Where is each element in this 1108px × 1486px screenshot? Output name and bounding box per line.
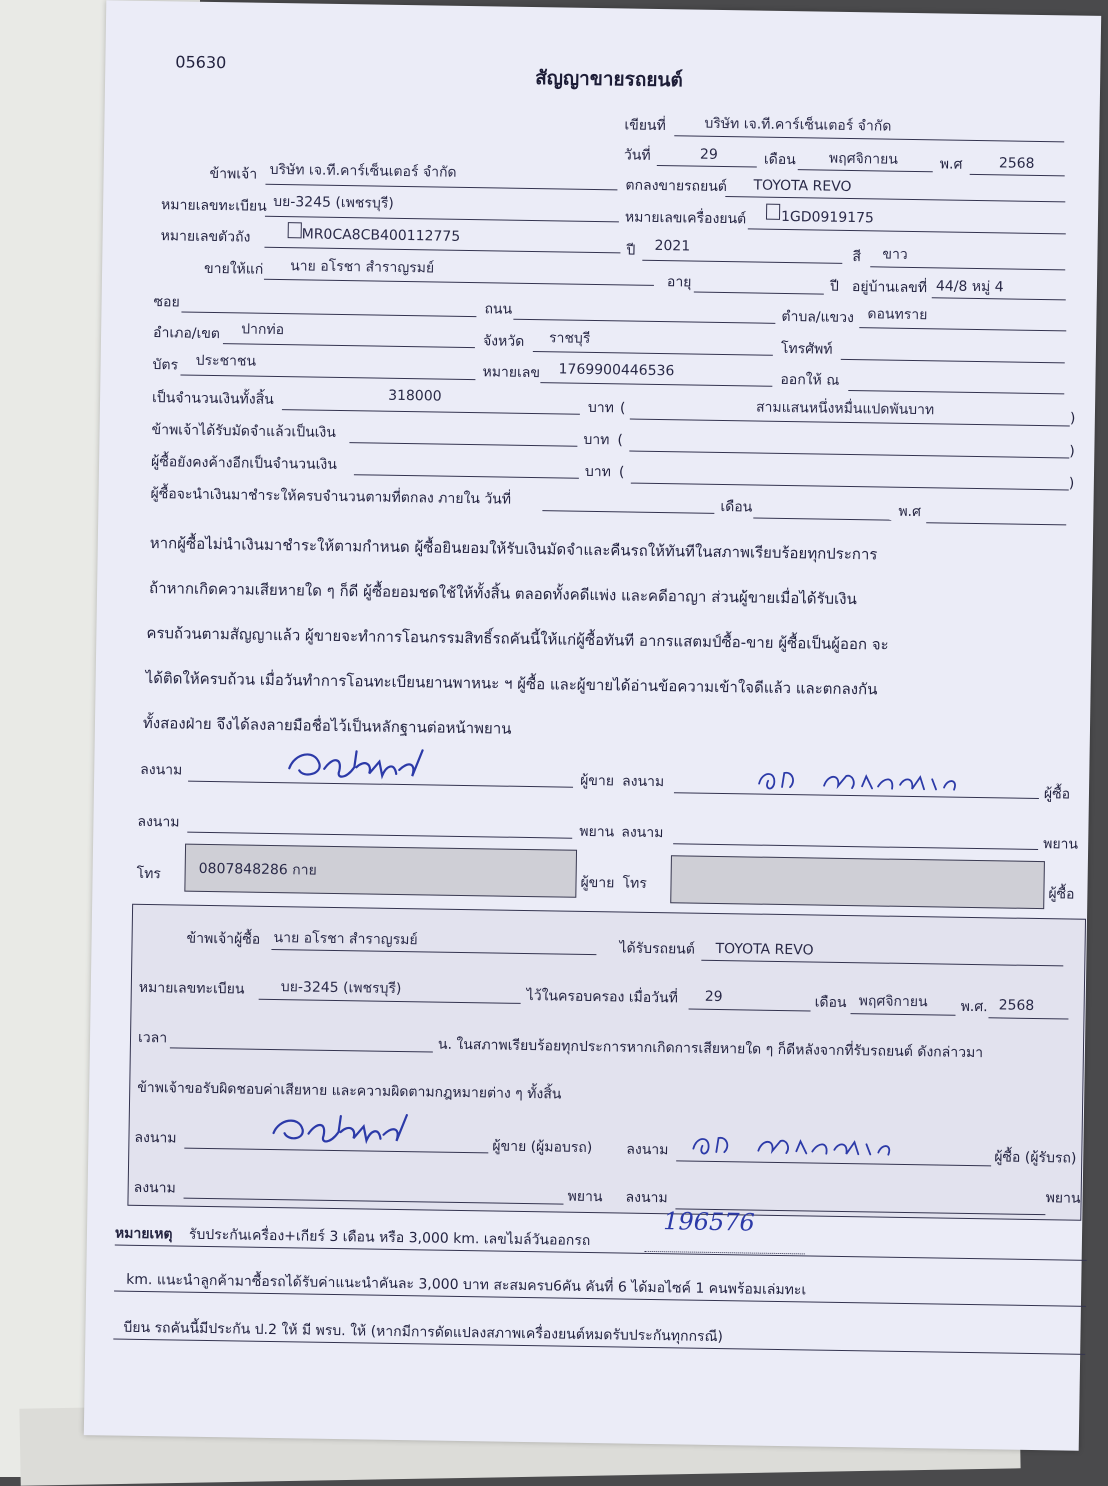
terms-line-2: ถ้าหากเกิดความเสียหายใด ๆ ก็ดี ผู้ซื้อยอมชดใช้ให้ทั้งสิ้น ตลอดทั้งคดีแพ่ง และคดีอาญา ส่วนผู้ขายเมื่อได้รับเงิน — [148, 579, 857, 609]
received-car-value: TOYOTA REVO — [715, 940, 814, 959]
province-line — [533, 351, 773, 356]
car-model-line — [725, 196, 1065, 202]
soi-label: ซอย — [153, 294, 180, 311]
total-line — [282, 409, 580, 415]
receipt-seller-role: ผู้ขาย (ผู้มอบรถ) — [492, 1138, 593, 1157]
buyer-signature — [754, 759, 975, 802]
vehicle-year-label: ปี — [626, 242, 636, 259]
month-value: พฤศจิกายน — [828, 150, 898, 168]
plate-line — [265, 216, 619, 223]
district-line — [223, 343, 475, 348]
remarks-underline-1 — [115, 1245, 1087, 1261]
condition-text: น. ในสภาพเรียบร้อยทุกประการหากเกิดการเสียหายใด ๆ ก็ดีหลังจากที่รับรถยนต์ ดังกล่าวมา — [437, 1036, 984, 1062]
age-label: อายุ — [666, 274, 692, 291]
deposit-line — [349, 442, 577, 447]
buyer-name: นาย อโรชา สำราญรมย์ — [290, 258, 435, 277]
remarks-label: หมายเหตุ — [114, 1225, 173, 1243]
receipt-plate-value: บย-3245 (เพชรบุรี) — [280, 979, 402, 998]
year-line — [970, 174, 1065, 176]
engine-label: หมายเลขเครื่องยนต์ — [624, 209, 747, 228]
witness2-role: พยาน — [1043, 836, 1079, 853]
color-line — [870, 266, 1065, 270]
color-value: ขาว — [882, 246, 908, 263]
chassis-value: MR0CA8CB400112775 — [301, 226, 461, 245]
remaining-line — [354, 474, 579, 479]
road-label: ถนน — [484, 301, 513, 318]
contract-paper — [84, 0, 1101, 1450]
buyer-sign-role: ผู้ซื้อ — [1043, 786, 1071, 803]
document-number: 05630 — [175, 52, 227, 73]
receipt-buyer-name: นาย อโรชา สำราญรมย์ — [273, 930, 418, 949]
deposit-baht-label: บาท — [583, 431, 610, 449]
card-type-line — [180, 374, 475, 380]
year-value: 2568 — [998, 155, 1035, 172]
due-year-line — [926, 522, 1066, 525]
witness1-role: พยาน — [579, 823, 615, 841]
seller-signature — [284, 738, 435, 790]
card-type-value: ประชาชน — [195, 352, 257, 370]
remarks-line-2: km. แนะนำลูกค้ามาซื้อรถได้รับค่าแนะนำคันละ 3,000 บาท สะสมครบ6คัน คันที่ 6 ได้มอไซค์ 1 คนพร้อมเล่มทะเ — [126, 1271, 807, 1299]
buyer-sign-label: ลงนาม — [621, 773, 665, 791]
receipt-witness2-role: พยาน — [1045, 1190, 1081, 1207]
receipt-buyer-sign-label: ลงนาม — [626, 1141, 669, 1159]
due-day-line — [542, 510, 714, 514]
card-label: บัตร — [152, 357, 179, 374]
due-year-label: พ.ศ — [898, 503, 922, 521]
total-words-value: สามแสนหนึ่งหมื่นแปดพันบาท — [755, 399, 935, 419]
terms-line-4: ได้ติดให้ครบถ้วน เมื่อวันทำการโอนทะเบียนยานพาหนะ ฯ ผู้ซื้อ และผู้ขายได้อ่านข้อความเข้าใจดีแล้ว และตกลงกัน — [145, 668, 878, 699]
deposit-close-paren: ) — [1069, 443, 1075, 460]
terms-line-5: ทั้งสองฝ่าย จึงได้ลงลายมือชื่อไว้เป็นหลักฐานต่อหน้าพยาน — [142, 713, 512, 738]
house-no-label: อยู่บ้านเลขที่ — [851, 279, 928, 297]
plate-label: หมายเลขทะเบียน — [160, 197, 267, 215]
house-no-line — [932, 297, 1066, 300]
deposit-words-line — [629, 451, 1069, 459]
day-value: 29 — [699, 146, 718, 163]
received-label: ได้รับรถยนต์ — [619, 940, 696, 958]
agree-sell-label: ตกลงขายรถยนต์ — [625, 177, 728, 196]
district-label: อำเภอ/เขต — [152, 325, 221, 343]
receipt-witness2-label: ลงนาม — [625, 1189, 668, 1207]
terms-line-1: หากผู้ซื้อไม่นำเงินมาชำระให้ตามกำหนด ผู้ซื้อยินยอมให้รับเงินมัดจำและคืนรถให้ทันทีในสภาพเรียบร้อยทุกประการ — [149, 534, 878, 564]
vehicle-year-value: 2021 — [654, 237, 691, 255]
time-label: เวลา — [137, 1029, 168, 1047]
province-label: จังหวัด — [482, 333, 525, 350]
chassis-checkbox[interactable] — [288, 222, 302, 238]
possession-day-value: 29 — [704, 988, 723, 1006]
receipt-seller-sign-label: ลงนาม — [134, 1129, 177, 1147]
terms-line-3: ครบถ้วนตามสัญญาแล้ว ผู้ขายจะทำการโอนกรรมสิทธิ์รถคันนี้ให้แก่ผู้ซื้อทันที อากรแสตมป์ซื้อ-ขาย ผู้ซื้อเป็นผู้ออก จะ — [146, 623, 889, 654]
seller-name: บริษัท เจ.ที.คาร์เซ็นเตอร์ จำกัด — [269, 161, 457, 181]
receipt-buyer-signature — [688, 1124, 909, 1167]
month-label: เดือน — [763, 151, 796, 169]
buyer-phone-box — [670, 855, 1045, 909]
total-value: 318000 — [388, 387, 442, 405]
witness1-sign-label: ลงนาม — [137, 813, 180, 831]
possession-year-label: พ.ศ. — [960, 998, 988, 1016]
seller-label: ข้าพเจ้า — [209, 165, 258, 183]
road-line — [513, 319, 775, 324]
seller-line — [265, 184, 617, 191]
witness2-sign-line — [673, 843, 1038, 850]
plate-value: บย-3245 (เพชรบุรี) — [273, 193, 394, 212]
possession-month-value: พฤศจิกายน — [858, 993, 928, 1011]
buyer-phone-role: ผู้ซื้อ — [1048, 886, 1075, 903]
issued-line — [848, 390, 1064, 394]
subdistrict-label: ตำบล/แขวง — [781, 308, 854, 327]
seller-phone-value: 0807848286 กาย — [198, 860, 317, 879]
seller-phone-role: ผู้ขาย — [580, 874, 615, 892]
buyer-name-line — [264, 279, 654, 286]
age-line — [694, 292, 824, 295]
total-label: เป็นจำนวนเงินทั้งสิ้น — [151, 390, 274, 408]
seller-sign-role: ผู้ขาย — [580, 772, 615, 790]
receipt-seller-signature — [268, 1103, 419, 1153]
mileage-handwritten: 196576 — [663, 1207, 756, 1237]
car-model-value: TOYOTA REVO — [753, 177, 852, 196]
engine-line — [748, 228, 1066, 234]
phone-label: โทรศัพท์ — [780, 340, 833, 358]
due-month-label: เดือน — [720, 498, 753, 516]
subdistrict-value: ดอนทราย — [867, 306, 928, 324]
seller-phone-label: โทร — [136, 865, 162, 883]
total-words-line — [630, 419, 1070, 427]
engine-checkbox[interactable] — [766, 204, 780, 220]
year-label: พ.ศ — [939, 156, 963, 173]
card-no-label: หมายเลข — [482, 364, 541, 382]
deposit-open-paren: ( — [617, 432, 624, 449]
phone-line — [841, 359, 1065, 364]
written-at-label: เขียนที่ — [624, 117, 666, 135]
receipt-witness1-role: พยาน — [567, 1188, 603, 1206]
due-label: ผู้ซื้อจะนำเงินมาชำระให้ครบจำนวนตามที่ตกลง ภายใน วันที่ — [150, 486, 512, 508]
receipt-buyer-role: ผู้ซื้อ (ผู้รับรถ) — [994, 1149, 1077, 1167]
remarks-line-3: บียน รถคันนี้มีประกัน ป.2 ให้ มี พรบ. ให้ (หากมีการดัดแปลงสภาพเครื่องยนต์หมดรับประกันทุกกรณี) — [123, 1319, 724, 1346]
witness2-sign-label: ลงนาม — [621, 824, 664, 842]
house-no-value: 44/8 หมู่ 4 — [935, 278, 1004, 296]
deposit-label: ข้าพเจ้าได้รับมัดจำแล้วเป็นเงิน — [151, 422, 337, 441]
receipt-plate-label: หมายเลขทะเบียน — [138, 979, 245, 998]
remaining-words-line — [631, 483, 1069, 491]
province-value: ราชบุรี — [548, 330, 591, 347]
remaining-label: ผู้ซื้อยังคงค้างอีกเป็นจำนวนเงิน — [150, 454, 337, 473]
possession-year-value: 2568 — [998, 997, 1035, 1014]
seller-sign-label: ลงนาม — [140, 761, 183, 779]
card-no-value: 1769900446536 — [558, 361, 675, 380]
receipt-witness1-label: ลงนาม — [133, 1179, 176, 1197]
possession-month-label: เดือน — [814, 994, 847, 1012]
chassis-line — [264, 247, 620, 254]
month-line — [798, 169, 933, 172]
remarks-line-1: รับประกันเครื่อง+เกียร์ 3 เดือน หรือ 3,000 km. เลขไมล์วันออกรถ — [188, 1226, 591, 1250]
subdistrict-line — [859, 327, 1066, 331]
age-unit: ปี — [829, 278, 839, 295]
soi-line — [181, 311, 476, 317]
possession-label: ไว้ในครอบครอง เมื่อวันที่ — [526, 988, 679, 1007]
total-close-paren: ) — [1069, 410, 1076, 427]
date-label: วันที่ — [623, 147, 651, 164]
remaining-close-paren: ) — [1068, 475, 1075, 492]
liability-text: ข้าพเจ้าขอรับผิดชอบค่าเสียหาย และความผิดตามกฎหมายต่าง ๆ ทั้งสิ้น — [137, 1079, 562, 1103]
document-title: สัญญาขายรถยนต์ — [534, 67, 683, 92]
district-value: ปากท่อ — [241, 321, 285, 339]
day-line — [657, 165, 757, 168]
remaining-open-paren: ( — [618, 464, 625, 481]
due-month-line — [753, 517, 891, 520]
receipt-buyer-label: ข้าพเจ้าผู้ซื้อ — [186, 930, 261, 948]
vehicle-year-line — [642, 260, 842, 264]
total-baht-label: บาท — [587, 399, 615, 417]
written-at-line — [674, 135, 1064, 142]
issued-label: ออกให้ ณ — [780, 371, 840, 389]
sell-to-label: ขายให้แก่ — [203, 260, 264, 278]
remaining-baht-label: บาท — [584, 463, 612, 481]
color-label: สี — [852, 249, 862, 266]
chassis-label: หมายเลขตัวถัง — [160, 228, 251, 246]
vehicle-receipt-box — [127, 904, 1086, 1221]
written-at-value: บริษัท เจ.ที.คาร์เซ็นเตอร์ จำกัด — [704, 115, 892, 135]
engine-value: 1GD0919175 — [780, 208, 875, 227]
total-open-paren: ( — [619, 400, 626, 417]
witness1-sign-line — [187, 832, 572, 839]
card-no-line — [540, 382, 772, 387]
buyer-phone-label: โทร — [622, 875, 647, 892]
